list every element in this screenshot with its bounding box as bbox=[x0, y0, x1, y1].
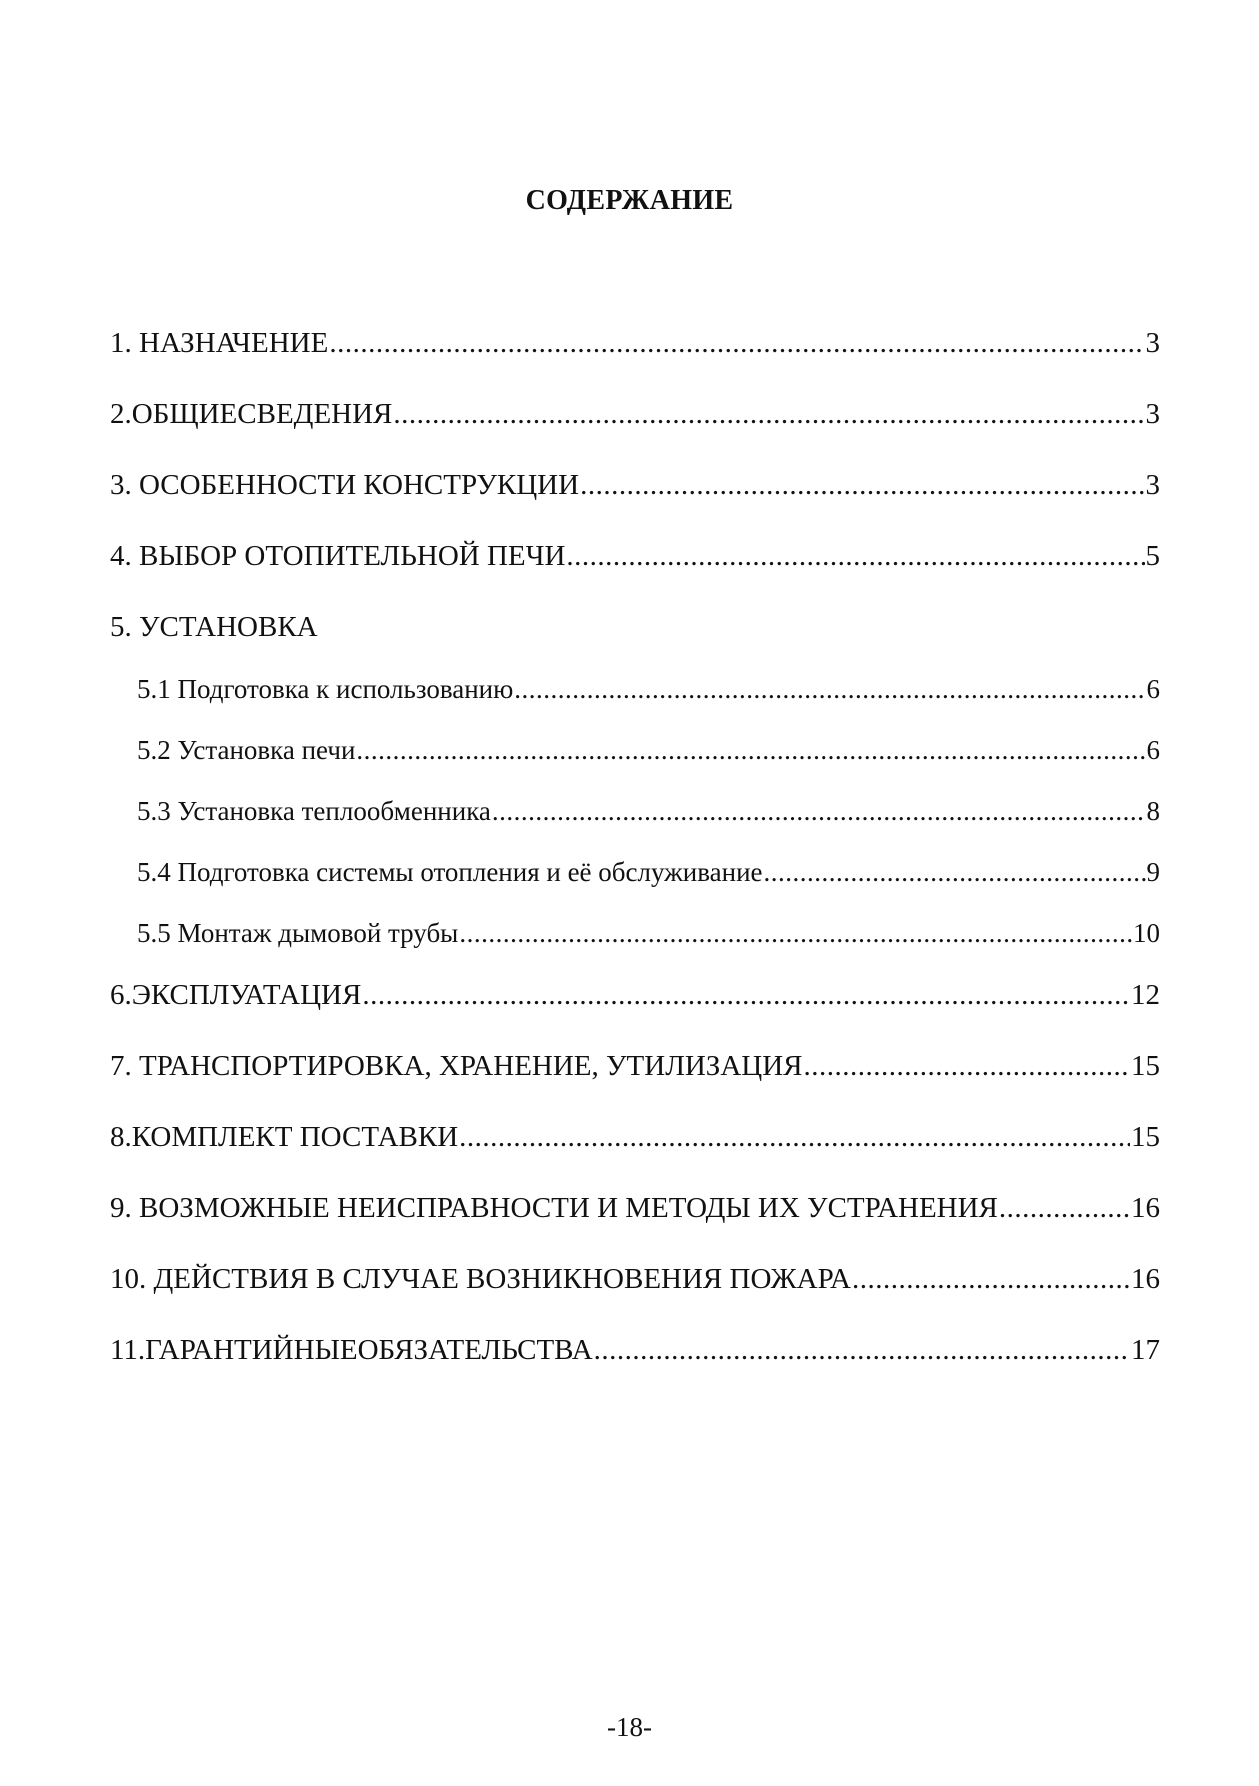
toc-entry-label: 5.2 Установка печи bbox=[137, 735, 356, 765]
toc-entry-label: 3. ОСОБЕННОСТИ КОНСТРУКЦИИ bbox=[110, 469, 580, 501]
toc-entry[interactable] bbox=[110, 325, 1160, 361]
toc-entry[interactable] bbox=[110, 1261, 1160, 1297]
toc-entry-label: 11.ГАРАНТИЙНЫЕОБЯЗАТЕЛЬСТВА bbox=[110, 1334, 593, 1366]
toc-entry-page: 5 bbox=[1145, 540, 1160, 572]
toc-entry-page: 3 bbox=[1145, 469, 1160, 501]
toc-dot-leader bbox=[362, 977, 1130, 1013]
toc-entry-label: 5. УСТАНОВКА bbox=[110, 611, 318, 643]
toc-dot-leader bbox=[804, 1048, 1130, 1084]
toc-dot-leader bbox=[852, 1261, 1130, 1297]
toc-entry-page: 10 bbox=[1133, 918, 1160, 948]
table-of-contents bbox=[110, 325, 1160, 1403]
toc-entry-page: 15 bbox=[1131, 1050, 1160, 1082]
toc-dot-leader bbox=[594, 1332, 1130, 1368]
toc-subentry[interactable] bbox=[110, 916, 1160, 950]
toc-entry-label: 7. ТРАНСПОРТИРОВКА, ХРАНЕНИЕ, УТИЛИЗАЦИЯ bbox=[110, 1050, 803, 1082]
toc-entry[interactable] bbox=[110, 1190, 1160, 1226]
toc-entry[interactable] bbox=[110, 1048, 1160, 1084]
toc-dot-leader bbox=[580, 467, 1144, 503]
toc-entry-page: 9 bbox=[1146, 857, 1160, 887]
toc-entry-page: 15 bbox=[1131, 1121, 1160, 1153]
toc-entry[interactable] bbox=[110, 977, 1160, 1013]
toc-entry-label: 5.4 Подготовка системы отопления и её обслуживание bbox=[137, 857, 763, 887]
toc-entry[interactable] bbox=[110, 538, 1160, 574]
toc-entry-label: 1. НАЗНАЧЕНИЕ bbox=[110, 327, 329, 359]
toc-entry-page: 12 bbox=[1131, 979, 1160, 1011]
toc-dot-leader bbox=[393, 396, 1144, 432]
toc-dot-leader bbox=[764, 855, 1146, 889]
toc-entry-label: 10. ДЕЙСТВИЯ В СЛУЧАЕ ВОЗНИКНОВЕНИЯ ПОЖАРА bbox=[110, 1263, 851, 1295]
toc-entry-page: 16 bbox=[1131, 1192, 1160, 1224]
toc-entry-page: 6 bbox=[1146, 674, 1160, 704]
toc-entry-page: 3 bbox=[1145, 327, 1160, 359]
page-number: -18- bbox=[607, 1712, 652, 1742]
toc-entry[interactable] bbox=[110, 1332, 1160, 1368]
toc-entry-label: 2.ОБЩИЕСВЕДЕНИЯ bbox=[110, 398, 393, 430]
toc-dot-leader bbox=[356, 733, 1145, 767]
toc-entry-page: 6 bbox=[1146, 735, 1160, 765]
toc-entry-label: 9. ВОЗМОЖНЫЕ НЕИСПРАВНОСТИ И МЕТОДЫ ИХ УСТРАНЕНИЯ bbox=[110, 1192, 998, 1224]
toc-entry-page: 17 bbox=[1131, 1334, 1160, 1366]
toc-entry[interactable] bbox=[110, 396, 1160, 432]
toc-dot-leader bbox=[999, 1190, 1130, 1226]
toc-section-heading[interactable] bbox=[110, 609, 1160, 645]
toc-dot-leader bbox=[459, 1119, 1130, 1155]
toc-entry-label: 5.5 Монтаж дымовой трубы bbox=[137, 918, 459, 948]
toc-subentry[interactable] bbox=[110, 672, 1160, 706]
toc-subentry[interactable] bbox=[110, 794, 1160, 828]
toc-subentry[interactable] bbox=[110, 733, 1160, 767]
toc-entry[interactable] bbox=[110, 467, 1160, 503]
toc-dot-leader bbox=[566, 538, 1144, 574]
toc-entry-label: 5.3 Установка теплообменника bbox=[137, 796, 491, 826]
toc-dot-leader bbox=[514, 672, 1145, 706]
toc-entry-label: 5.1 Подготовка к использованию bbox=[137, 674, 514, 704]
toc-dot-leader bbox=[492, 794, 1146, 828]
toc-entry[interactable] bbox=[110, 1119, 1160, 1155]
toc-entry-label: 6.ЭКСПЛУАТАЦИЯ bbox=[110, 979, 362, 1011]
toc-dot-leader bbox=[459, 916, 1132, 950]
toc-entry-label: 4. ВЫБОР ОТОПИТЕЛЬНОЙ ПЕЧИ bbox=[110, 540, 566, 572]
page-title: СОДЕРЖАНИЕ bbox=[525, 185, 734, 216]
toc-entry-label: 8.КОМПЛЕКТ ПОСТАВКИ bbox=[110, 1121, 459, 1153]
toc-entry-page: 16 bbox=[1131, 1263, 1160, 1295]
toc-subentry[interactable] bbox=[110, 855, 1160, 889]
toc-dot-leader bbox=[329, 325, 1144, 361]
toc-entry-page: 3 bbox=[1145, 398, 1160, 430]
toc-entry-page: 8 bbox=[1146, 796, 1160, 826]
